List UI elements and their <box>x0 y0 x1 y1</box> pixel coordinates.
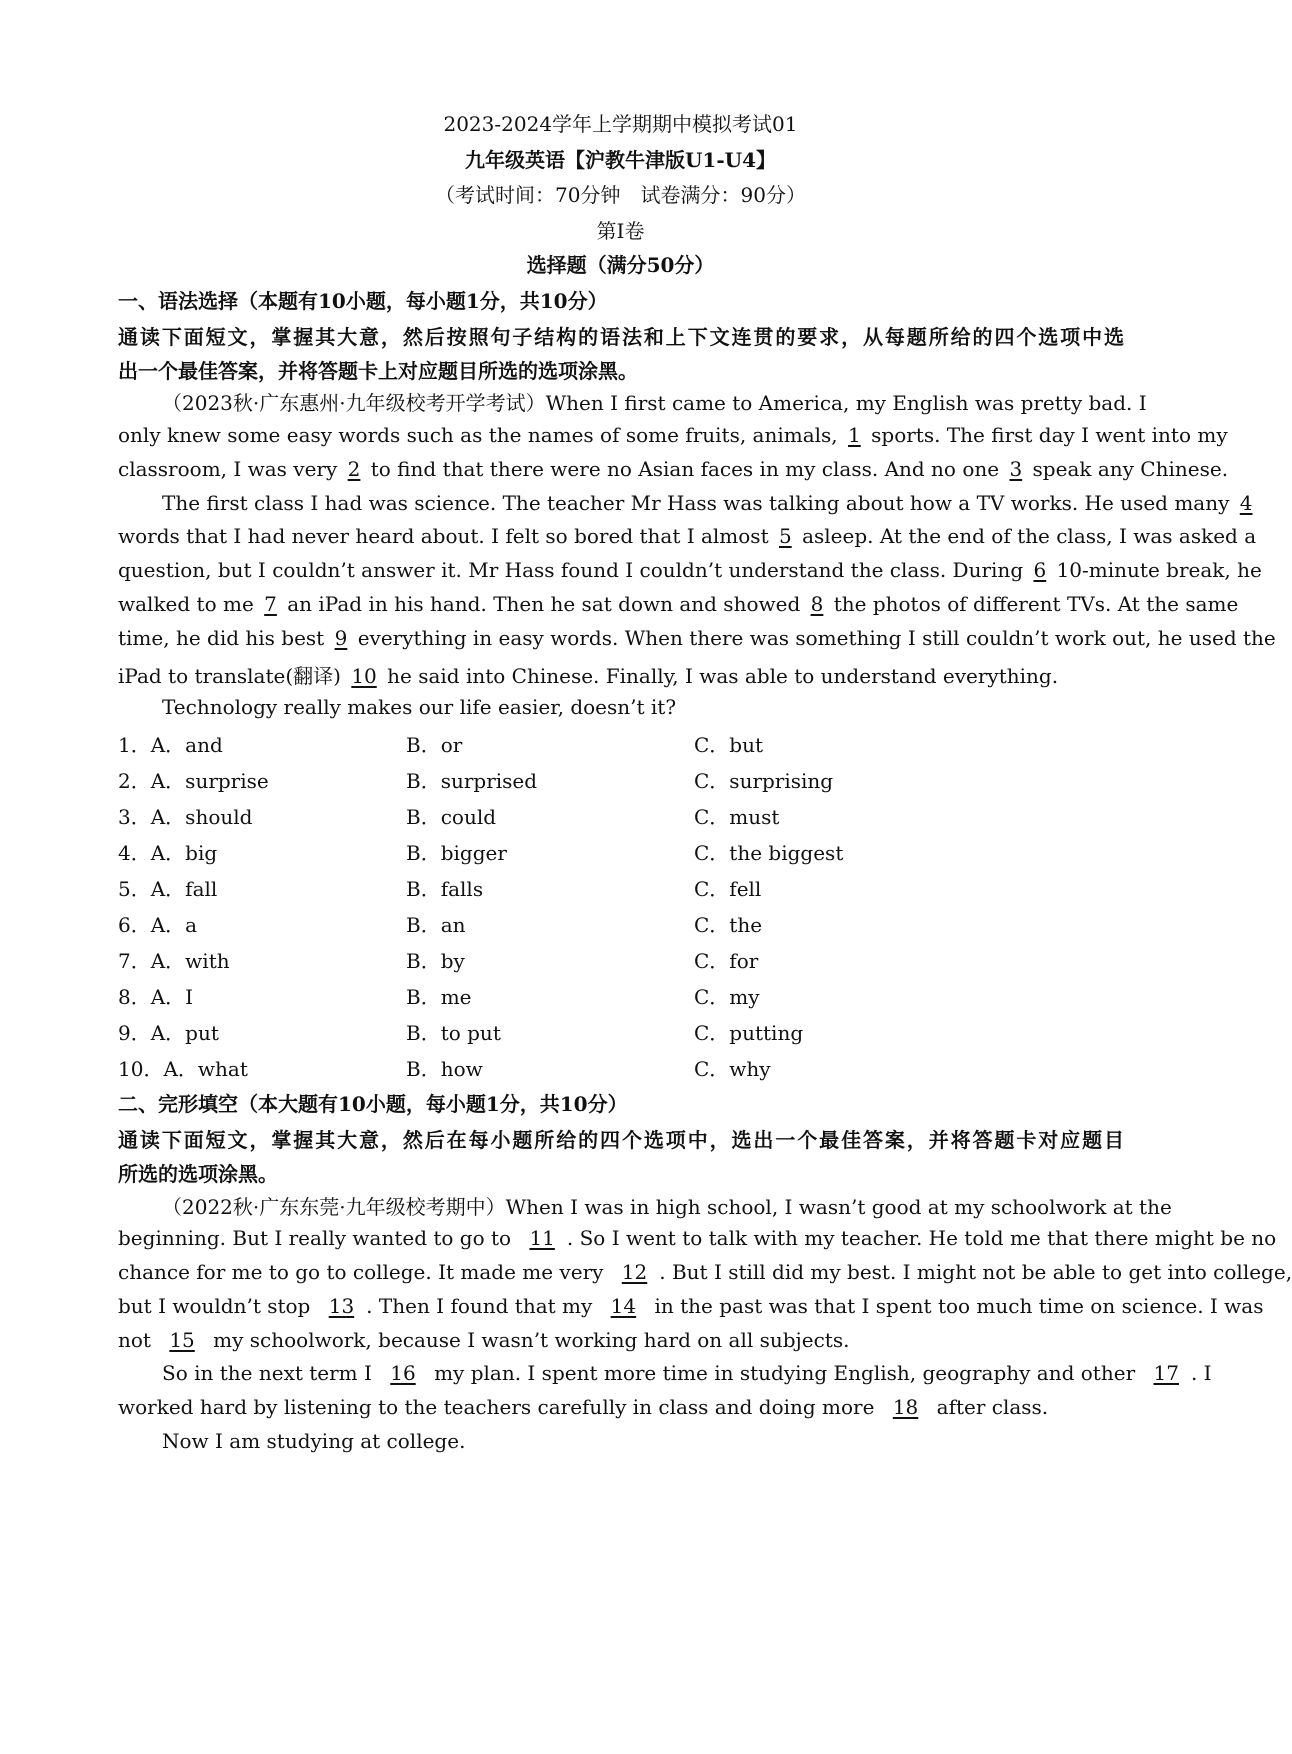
passage1-p2-line5 <box>118 626 1276 650</box>
text-span: So in the next term I <box>162 1361 372 1385</box>
option-b: B．falls <box>406 877 484 901</box>
question-number: 8． <box>118 985 151 1009</box>
blank-7: 7 <box>264 592 277 616</box>
question-number: 2． <box>118 769 151 793</box>
text-span: not <box>118 1328 151 1352</box>
option-c: C．for <box>694 949 759 973</box>
text-span: speak any Chinese. <box>1032 457 1229 481</box>
text-span: . So I went to talk with my teacher. He told me that there might be no <box>566 1226 1277 1250</box>
option-a-text: A．fall <box>150 877 218 901</box>
option-a <box>118 873 217 902</box>
section-title: 选择题（满分50分） <box>526 253 715 277</box>
option-a <box>118 981 193 1010</box>
part2-instruction-line2: 所选的选项涂黑。 <box>118 1162 278 1186</box>
part2-heading: 二、完形填空（本大题有10小题，每小题1分，共10分） <box>118 1092 628 1116</box>
blank-9: 9 <box>334 626 348 650</box>
blank-2: 2 <box>347 457 361 481</box>
exam-title: 2023-2024学年上学期期中模拟考试01 <box>443 112 798 136</box>
blank-17: 17 <box>1153 1361 1179 1385</box>
option-b: B．or <box>406 733 463 757</box>
option-b: B．to put <box>406 1021 501 1045</box>
option-a <box>118 837 217 866</box>
text-span: . Then I found that my <box>366 1294 593 1318</box>
option-row <box>118 765 1124 795</box>
text-span: an iPad in his hand. Then he sat down and showed <box>287 592 801 616</box>
passage2-line4 <box>118 1294 1264 1318</box>
text-span: chance for me to go to college. It made me very <box>118 1260 604 1284</box>
text-span: question, but I couldn’t answer it. Mr Hass found I couldn’t understand the class. During <box>118 558 1024 582</box>
option-c: C．the <box>694 913 763 937</box>
passage2-p2-line1 <box>162 1361 1212 1385</box>
volume-label: 第Ⅰ卷 <box>596 219 645 243</box>
text-span: to find that there were no Asian faces in my class. And no one <box>370 457 1000 481</box>
option-c: C．my <box>694 985 760 1009</box>
passage1-line1: （2023秋·广东惠州·九年级校考开学考试）When I first came to America, my English was pretty bad. I <box>162 391 1147 415</box>
option-row <box>118 729 1124 759</box>
option-a-text: A．should <box>150 805 253 829</box>
text-span: classroom, I was very <box>118 457 338 481</box>
passage2-line3 <box>118 1260 1292 1284</box>
blank-12: 12 <box>621 1260 648 1284</box>
text-span: . But I still did my best. I might not be able to get into college, <box>659 1260 1292 1284</box>
option-b: B．could <box>406 805 497 829</box>
text-span: words that I had never heard about. I felt so bored that I almost <box>118 524 769 548</box>
text-span: iPad to translate(翻译) <box>118 664 341 688</box>
text-span: everything in easy words. When there was something I still couldn’t work out, he used the <box>357 626 1276 650</box>
exam-info: （考试时间：70分钟 试卷满分：90分） <box>435 183 806 207</box>
passage2-line2 <box>118 1226 1277 1250</box>
text-span: in the past was that I spent too much time on science. I was <box>654 1294 1264 1318</box>
text-span: asleep. At the end of the class, I was asked a <box>802 524 1257 548</box>
passage1-p2-line2 <box>118 524 1257 548</box>
blank-18: 18 <box>892 1395 919 1419</box>
part1-heading: 一、语法选择（本题有10小题，每小题1分，共10分） <box>118 289 608 313</box>
passage2-p3: Now I am studying at college. <box>162 1429 466 1453</box>
text-span: after class. <box>936 1395 1049 1419</box>
blank-4: 4 <box>1239 491 1253 515</box>
passage1-p3: Technology really makes our life easier, doesn’t it? <box>162 695 677 719</box>
option-c: C．must <box>694 805 780 829</box>
text-span: beginning. But I really wanted to go to <box>118 1226 512 1250</box>
passage1-line2 <box>118 423 1228 447</box>
option-c: C．the biggest <box>694 841 844 865</box>
blank-5: 5 <box>778 524 792 548</box>
text-span: only knew some easy words such as the names of some fruits, animals, <box>118 423 838 447</box>
text-span: he said into Chinese. Finally, I was able to understand everything. <box>387 664 1059 688</box>
exam-subtitle: 九年级英语【沪教牛津版U1-U4】 <box>464 148 776 172</box>
option-row <box>118 837 1124 867</box>
option-c: C．why <box>694 1057 771 1081</box>
blank-10: 10 <box>351 664 377 688</box>
option-b: B．surprised <box>406 769 538 793</box>
passage1-p2-line3 <box>118 558 1262 582</box>
option-a <box>118 801 252 830</box>
part1-instruction-line2: 出一个最佳答案，并将答题卡上对应题目所选的选项涂黑。 <box>118 359 638 383</box>
passage2-p2-line2 <box>118 1395 1124 1419</box>
option-row <box>118 801 1124 831</box>
option-a-text: A．with <box>150 949 230 973</box>
part1-instruction-line1: 通读下面短文，掌握其大意，然后按照句子结构的语法和上下文连贯的要求，从每题所给的四个选项中选 <box>118 325 1124 349</box>
text-span: The first class I had was science. The teacher Mr Hass was talking about how a TV works. He used many <box>162 491 1230 515</box>
option-c: C．but <box>694 733 764 757</box>
option-a-text: A．surprise <box>150 769 269 793</box>
blank-15: 15 <box>169 1328 195 1352</box>
text-span: 10-minute break, he <box>1056 558 1262 582</box>
text-span: . I <box>1190 1361 1212 1385</box>
text-span: walked to me <box>118 592 254 616</box>
blank-16: 16 <box>390 1361 416 1385</box>
question-number: 1． <box>118 733 151 757</box>
option-a-text: A．put <box>150 1021 219 1045</box>
blank-14: 14 <box>610 1294 637 1318</box>
question-number: 4． <box>118 841 151 865</box>
option-c: C．surprising <box>694 769 834 793</box>
option-a <box>118 729 223 758</box>
text-span: the photos of different TVs. At the same <box>833 592 1239 616</box>
text-span: sports. The first day I went into my <box>871 423 1228 447</box>
text-span: my schoolwork, because I wasn’t working hard on all subjects. <box>213 1328 850 1352</box>
option-a-text: A．a <box>150 913 198 937</box>
option-row <box>118 909 1124 939</box>
option-row <box>118 981 1124 1011</box>
text-span: but I wouldn’t stop <box>118 1294 311 1318</box>
question-number: 3． <box>118 805 151 829</box>
option-b: B．how <box>406 1057 483 1081</box>
blank-6: 6 <box>1033 558 1047 582</box>
blank-11: 11 <box>529 1226 555 1250</box>
option-a-text: A．and <box>150 733 223 757</box>
passage1-p2-line4 <box>118 592 1239 616</box>
question-number: 10． <box>118 1057 164 1081</box>
option-a <box>118 1053 248 1082</box>
text-span: my plan. I spent more time in studying English, geography and other <box>434 1361 1136 1385</box>
option-b: B．by <box>406 949 465 973</box>
option-a-text: A．big <box>150 841 218 865</box>
option-c: C．putting <box>694 1021 804 1045</box>
blank-3: 3 <box>1009 457 1023 481</box>
option-b: B．bigger <box>406 841 507 865</box>
passage1-p2-line6 <box>118 660 1124 689</box>
blank-1: 1 <box>848 423 861 447</box>
question-number: 6． <box>118 913 151 937</box>
option-a <box>118 765 269 794</box>
option-a <box>118 945 230 974</box>
option-a-text: A．I <box>150 985 194 1009</box>
text-span: worked hard by listening to the teachers carefully in class and doing more <box>118 1395 875 1419</box>
passage2-line1: （2022秋·广东东莞·九年级校考期中）When I was in high school, I wasn’t good at my schoolwork at the <box>162 1195 1172 1219</box>
question-number: 9． <box>118 1021 151 1045</box>
question-number: 7． <box>118 949 151 973</box>
option-row <box>118 873 1124 903</box>
option-row <box>118 945 1124 975</box>
option-b: B．me <box>406 985 472 1009</box>
question-number: 5． <box>118 877 151 901</box>
option-c: C．fell <box>694 877 762 901</box>
option-a-text: A．what <box>163 1057 248 1081</box>
passage2-line5 <box>118 1328 1124 1352</box>
blank-13: 13 <box>328 1294 355 1318</box>
text-span: time, he did his best <box>118 626 325 650</box>
option-b: B．an <box>406 913 466 937</box>
option-a <box>118 909 197 938</box>
passage1-line3 <box>118 457 1229 481</box>
passage1-p2-line1 <box>162 491 1253 515</box>
option-row <box>118 1017 1124 1047</box>
option-row <box>118 1053 1124 1083</box>
blank-8: 8 <box>810 592 824 616</box>
option-a <box>118 1017 219 1046</box>
part2-instruction-line1: 通读下面短文，掌握其大意，然后在每小题所给的四个选项中，选出一个最佳答案，并将答题卡对应题目 <box>118 1128 1124 1152</box>
